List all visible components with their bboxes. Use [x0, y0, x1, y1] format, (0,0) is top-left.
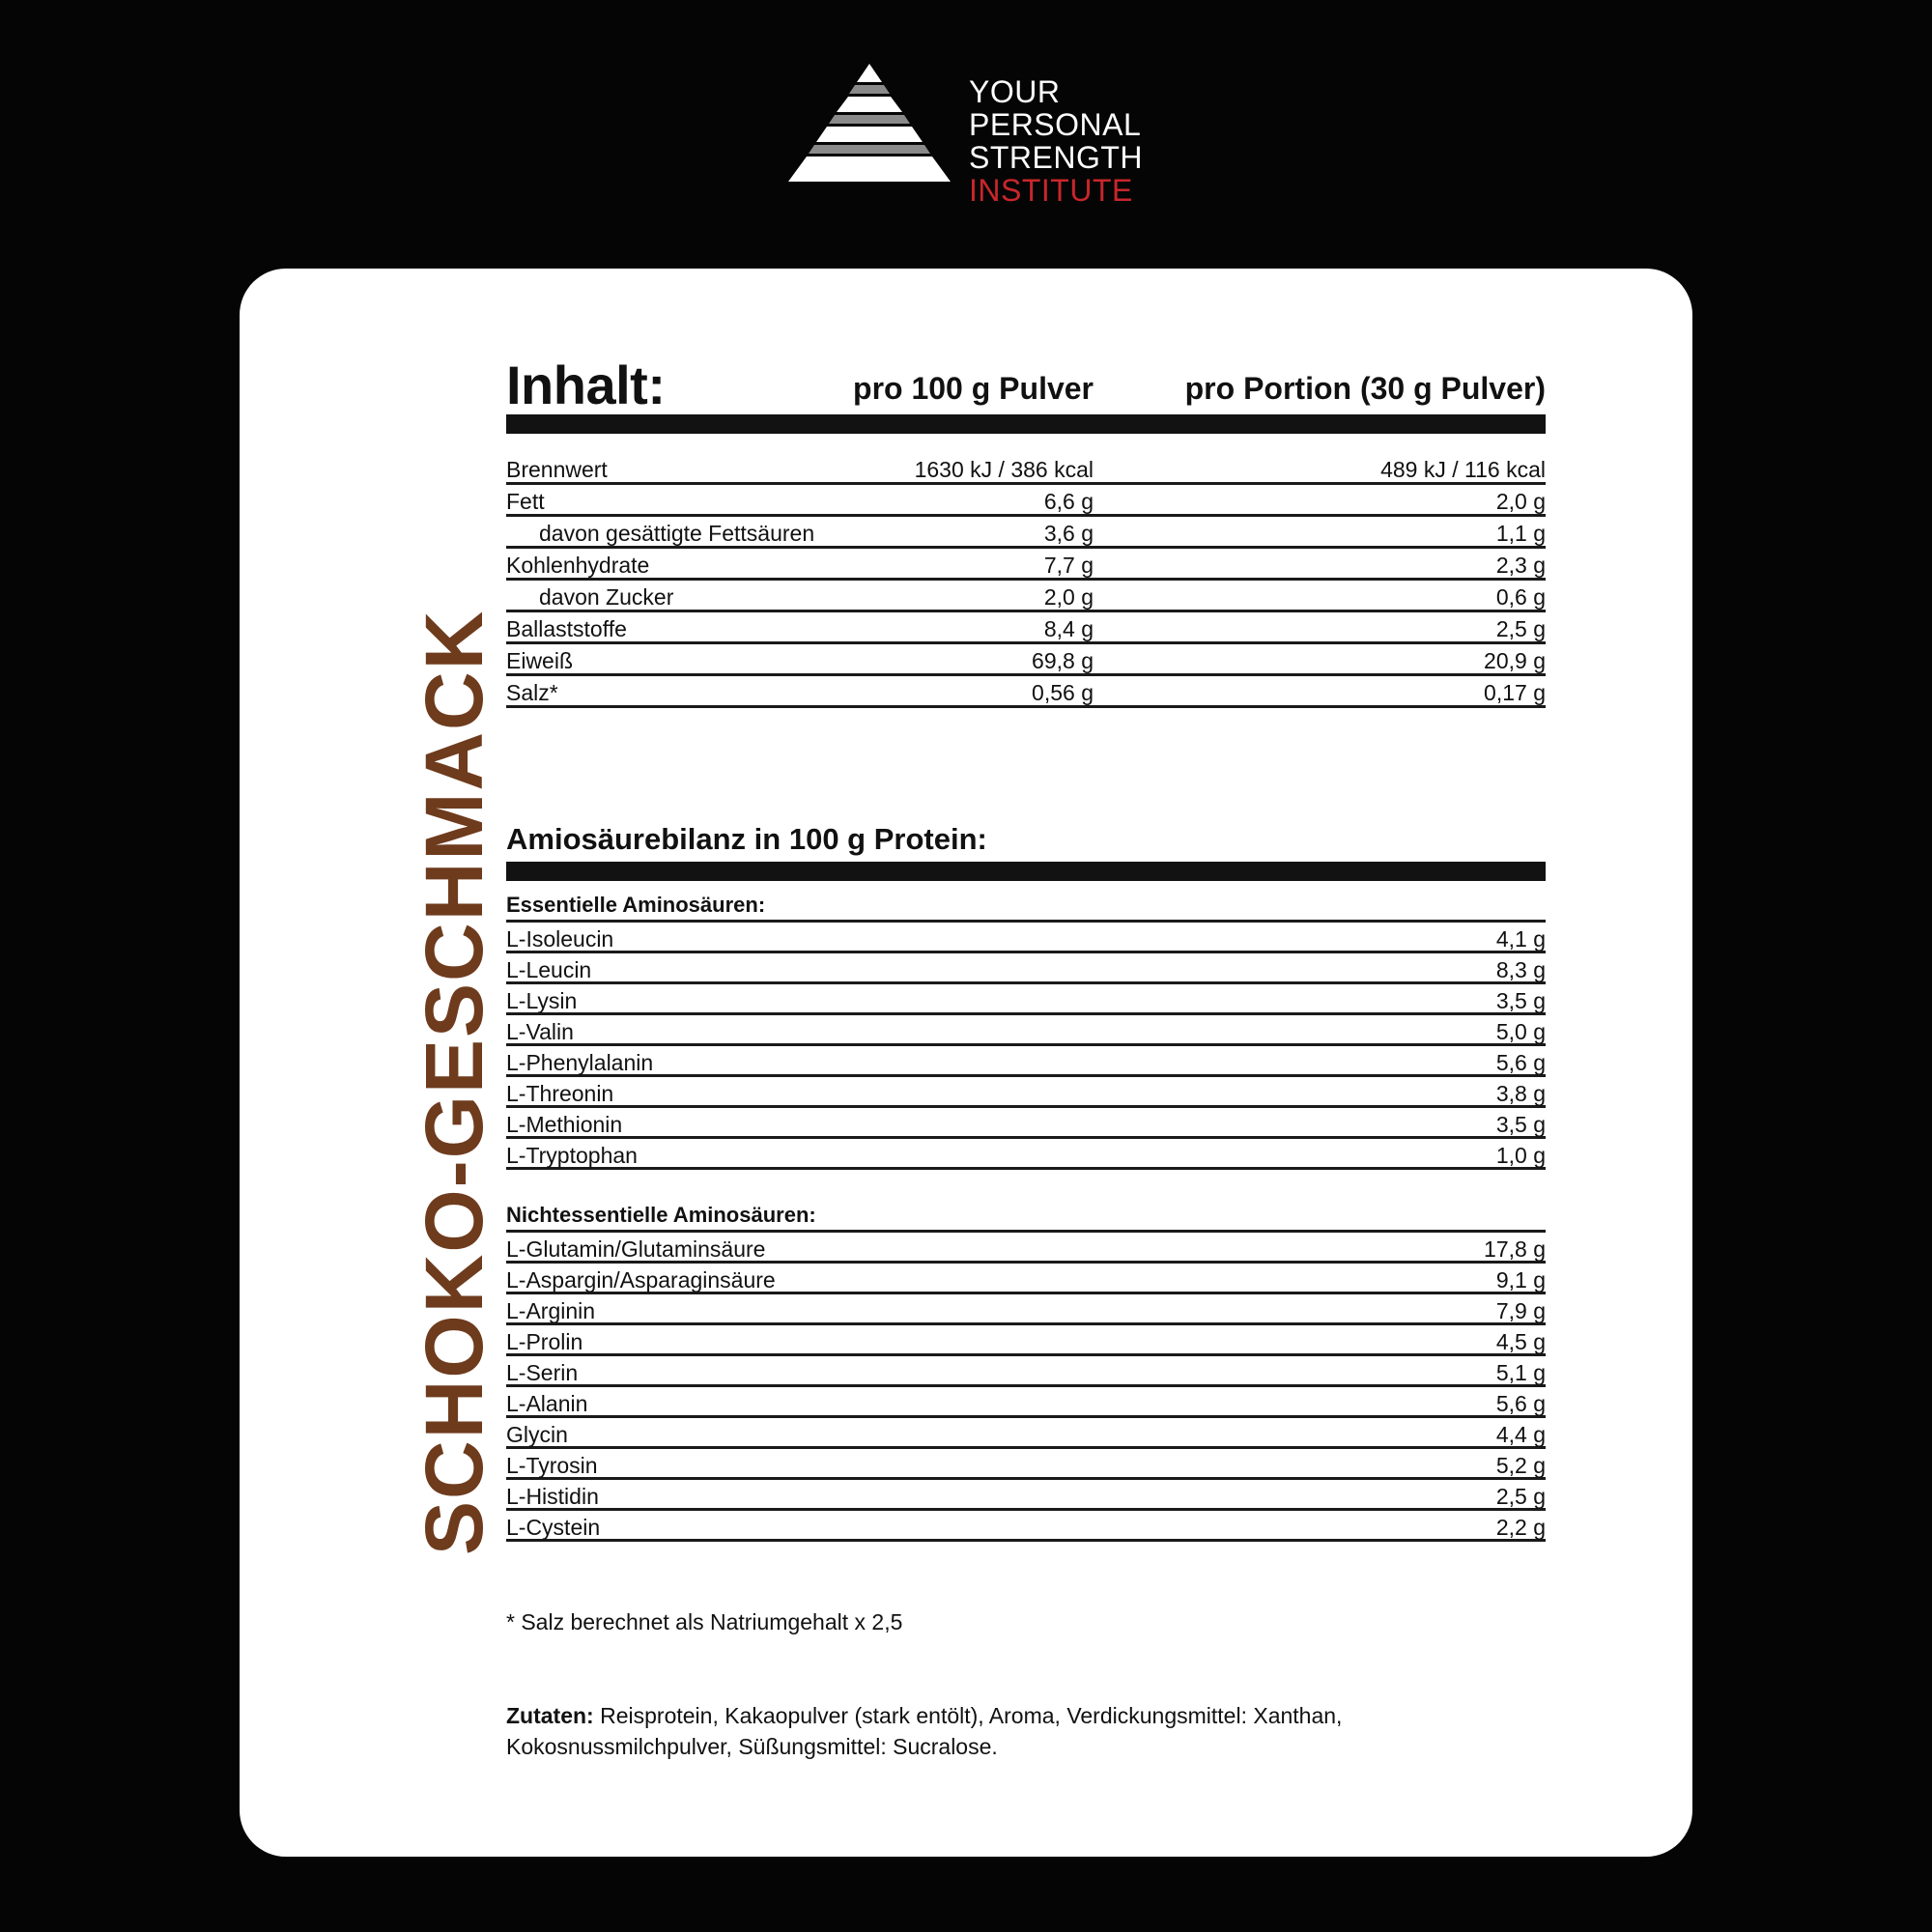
- table-row: [506, 1015, 1546, 1046]
- nutrition-rows: [506, 453, 1546, 708]
- column-header-portion: pro Portion (30 g Pulver): [1184, 371, 1546, 406]
- value-per-portion: 20,9 g: [1484, 648, 1546, 673]
- flavor-label: SCHOKO-GESCHMACK: [409, 609, 499, 1555]
- value-per-portion: 1,1 g: [1495, 521, 1546, 546]
- value-per-portion: 2,5 g: [1495, 616, 1546, 641]
- nutrient-label: Ballaststoffe: [506, 616, 627, 641]
- table-row: [506, 1046, 1546, 1077]
- value-per-portion: 489 kJ / 116 kcal: [1380, 457, 1546, 482]
- column-header-100g: pro 100 g Pulver: [853, 371, 1094, 406]
- amino-acid-value: 4,5 g: [1495, 1329, 1546, 1354]
- amino-acid-label: L-Lysin: [506, 988, 578, 1013]
- amino-acid-value: 3,5 g: [1495, 1112, 1546, 1137]
- brand-logo: [781, 62, 1148, 207]
- nutrient-label: Salz*: [506, 680, 558, 705]
- amino-table: [506, 821, 1546, 1542]
- nutrition-table: [506, 354, 1546, 708]
- footnote: * Salz berechnet als Natriumgehalt x 2,5: [506, 1609, 903, 1634]
- value-per-100g: 6,6 g: [1043, 489, 1094, 514]
- table-row: [506, 1077, 1546, 1108]
- table-row: [506, 1511, 1546, 1542]
- nutrient-label: Kohlenhydrate: [506, 553, 650, 578]
- table-row: [506, 549, 1546, 581]
- header-divider: [506, 414, 1546, 434]
- table-row: [506, 581, 1546, 612]
- brand-line-2: PERSONAL: [969, 107, 1142, 142]
- amino-acid-value: 4,1 g: [1495, 926, 1546, 952]
- essential-heading: Essentielle Aminosäuren:: [506, 891, 1546, 923]
- value-per-100g: 1630 kJ / 386 kcal: [914, 457, 1094, 482]
- amino-acid-label: L-Methionin: [506, 1112, 623, 1137]
- amino-acid-value: 3,8 g: [1495, 1081, 1546, 1106]
- nutrient-label: Fett: [506, 489, 545, 514]
- value-per-100g: 2,0 g: [1043, 584, 1094, 610]
- amino-acid-label: L-Serin: [506, 1360, 579, 1385]
- amino-acid-label: L-Alanin: [506, 1391, 588, 1416]
- value-per-100g: 3,6 g: [1043, 521, 1094, 546]
- brand-wordmark: [969, 75, 1143, 207]
- amino-acid-value: 1,0 g: [1495, 1143, 1546, 1168]
- amino-acid-value: 5,6 g: [1495, 1391, 1546, 1416]
- table-row: [506, 1264, 1546, 1294]
- table-row: [506, 1294, 1546, 1325]
- nutrition-header: [506, 354, 1546, 415]
- amino-acid-value: 7,9 g: [1495, 1298, 1546, 1323]
- value-per-100g: 69,8 g: [1032, 648, 1094, 673]
- nutrient-label: Brennwert: [506, 457, 608, 482]
- amino-acid-label: L-Histidin: [506, 1484, 599, 1509]
- brand-line-3: STRENGTH: [969, 140, 1143, 175]
- amino-acid-label: L-Glutamin/Glutaminsäure: [506, 1236, 766, 1262]
- amino-acid-value: 8,3 g: [1495, 957, 1546, 982]
- value-per-portion: 0,17 g: [1484, 680, 1546, 705]
- value-per-portion: 2,3 g: [1495, 553, 1546, 578]
- value-per-100g: 8,4 g: [1043, 616, 1094, 641]
- table-row: [506, 1449, 1546, 1480]
- pyramid-icon: [781, 62, 964, 207]
- essential-rows: [506, 923, 1546, 1170]
- table-row: [506, 1387, 1546, 1418]
- table-row: [506, 485, 1546, 517]
- table-row: [506, 1108, 1546, 1139]
- nutrient-label: Eiweiß: [506, 648, 574, 673]
- amino-acid-value: 5,0 g: [1495, 1019, 1546, 1044]
- table-row: [506, 676, 1546, 708]
- nutrition-title: Inhalt:: [506, 355, 666, 415]
- amino-acid-value: 3,5 g: [1495, 988, 1546, 1013]
- value-per-portion: 0,6 g: [1495, 584, 1546, 610]
- amino-acid-label: L-Valin: [506, 1019, 574, 1044]
- nutrient-label: davon gesättigte Fettsäuren: [539, 521, 815, 546]
- table-row: [506, 1418, 1546, 1449]
- amino-acid-label: L-Threonin: [506, 1081, 614, 1106]
- value-per-100g: 7,7 g: [1043, 553, 1094, 578]
- ingredients: [506, 1700, 1549, 1762]
- nonessential-heading: Nichtessentielle Aminosäuren:: [506, 1201, 1546, 1233]
- value-per-100g: 0,56 g: [1032, 680, 1094, 705]
- amino-acid-label: L-Cystein: [506, 1515, 601, 1540]
- amino-acid-value: 2,2 g: [1495, 1515, 1546, 1540]
- amino-acid-label: L-Prolin: [506, 1329, 583, 1354]
- table-row: [506, 644, 1546, 676]
- amino-acid-label: L-Aspargin/Asparaginsäure: [506, 1267, 776, 1293]
- table-row: [506, 1139, 1546, 1170]
- amino-acid-label: Glycin: [506, 1422, 568, 1447]
- table-row: [506, 1233, 1546, 1264]
- amino-title: Amiosäurebilanz in 100 g Protein:: [506, 822, 987, 856]
- amino-acid-label: L-Arginin: [506, 1298, 596, 1323]
- amino-acid-label: L-Tyrosin: [506, 1453, 598, 1478]
- table-row: [506, 953, 1546, 984]
- amino-acid-value: 9,1 g: [1495, 1267, 1546, 1293]
- brand-line-4: INSTITUTE: [969, 173, 1133, 208]
- amino-acid-label: L-Isoleucin: [506, 926, 614, 952]
- nutrient-label: davon Zucker: [539, 584, 674, 610]
- ingredients-label: Zutaten:: [506, 1703, 594, 1728]
- brand-line-1: YOUR: [969, 74, 1061, 109]
- value-per-portion: 2,0 g: [1495, 489, 1546, 514]
- amino-acid-label: L-Leucin: [506, 957, 592, 982]
- table-row: [506, 984, 1546, 1015]
- amino-acid-value: 5,1 g: [1495, 1360, 1546, 1385]
- nonessential-rows: [506, 1233, 1546, 1542]
- table-row: [506, 1356, 1546, 1387]
- amino-acid-value: 2,5 g: [1495, 1484, 1546, 1509]
- amino-acid-value: 17,8 g: [1484, 1236, 1546, 1262]
- table-row: [506, 517, 1546, 549]
- amino-acid-label: L-Tryptophan: [506, 1143, 638, 1168]
- amino-acid-label: L-Phenylalanin: [506, 1050, 654, 1075]
- table-row: [506, 923, 1546, 953]
- amino-acid-value: 5,2 g: [1495, 1453, 1546, 1478]
- table-row: [506, 1325, 1546, 1356]
- ingredients-text: Reisprotein, Kakaopulver (stark entölt), Aroma, Verdickungsmittel: Xanthan, Kokosnussmilchpulver, Süßungsmittel: Sucralose.: [506, 1703, 1343, 1759]
- amino-acid-value: 4,4 g: [1495, 1422, 1546, 1447]
- amino-divider: [506, 862, 1546, 881]
- table-row: [506, 1480, 1546, 1511]
- table-row: [506, 453, 1546, 485]
- table-row: [506, 612, 1546, 644]
- amino-acid-value: 5,6 g: [1495, 1050, 1546, 1075]
